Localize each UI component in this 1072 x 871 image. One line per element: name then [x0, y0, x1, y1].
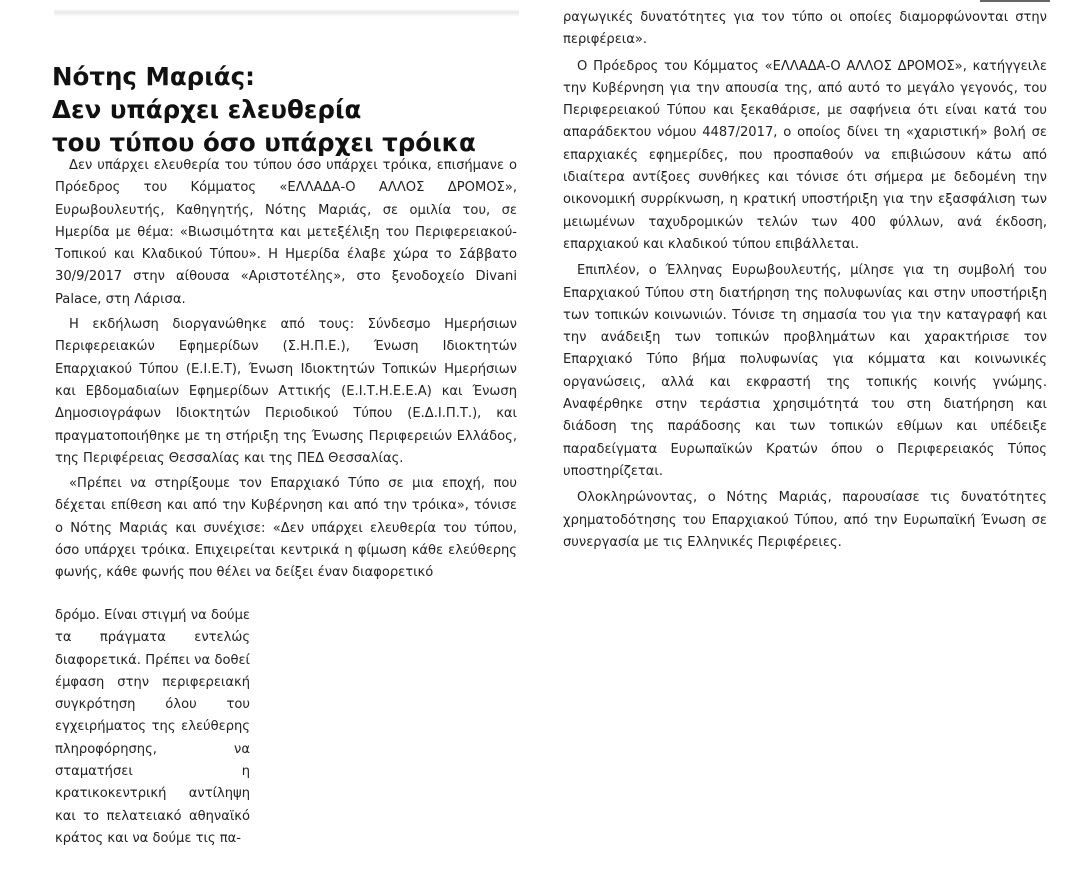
- left-column: [55, 155, 517, 588]
- left-paragraph-3: «Πρέπει να στηρίξουμε τον Επαρχιακό Τύπο σε μια εποχή, που δέχεται επίθεση και από την Κυβέρνηση και από την τρόικα», τόνισε ο Νότης Μαριάς και συνέχισε: «Δεν υπάρχει ελευθερία του τύπου, όσο υπάρχει τρόικα. Επιχειρείται κεντρικά η φίμωση κάθε ελεύθερης φωνής, κάθε φωνής που θέλει να δείξει έναν διαφορετικό: [55, 476, 517, 581]
- title-line-3: του τύπου όσο υπάρχει τρόικα: [52, 128, 476, 157]
- title-line-2: Δεν υπάρχει ελευθερία: [52, 95, 362, 124]
- left-paragraph-1: Δεν υπάρχει ελευθερία του τύπου όσο υπάρχει τρόικα, επισήμανε ο Πρόεδρος του Κόμματος «ΕΛΛΑΔΑ-Ο ΑΛΛΟΣ ΔΡΟΜΟΣ», Ευρωβουλευτής, Καθηγητής, Νότης Μαριάς, σε ομιλία του, σε Ημερίδα με θέμα: «Βιωσιμότητα και μετεξέλιξη του Περιφερειακού-Τοπικού και Κλαδικού Τύπου». Η Ημερίδα έλαβε χώρα το Σάββατο 30/9/2017 στην αίθουσα «Αριστοτέλης», στο ξενοδοχείο Divani Palace, στη Λάρισα.: [55, 158, 517, 307]
- right-paragraph-4: Ολοκληρώνοντας, ο Νότης Μαριάς, παρουσίασε τις δυνατότητες χρηματοδότησης του Επαρχιακού Τύπου, από την Ευρωπαϊκή Ένωση σε συνεργασία με τις Ελληνικές Περιφέρειες.: [563, 490, 1047, 550]
- right-column: [563, 7, 1047, 558]
- top-rule-decoration: [54, 9, 519, 17]
- left-narrow-column: [55, 605, 250, 850]
- title-line-1: Νότης Μαριάς:: [52, 62, 255, 91]
- right-paragraph-1: ραγωγικές δυνατότητες για τον τύπο οι οποίες διαμορφώνονται στην περιφέρεια».: [563, 10, 1047, 48]
- right-paragraph-2: Ο Πρόεδρος του Κόμματος «ΕΛΛΑΔΑ-Ο ΑΛΛΟΣ ΔΡΟΜΟΣ», κατήγγειλε την Κυβέρνηση για την απουσία της, από αυτό το μεγάλο γεγονός, του Περιφερειακού Τύπου και ξεκαθάρισε, με σαφήνεια ότι είναι κατά του απαράδεκτου νόμου 4487/2017, ο οποίος δίνει τη «χαριστική» βολή σε επαρχιακές εφημερίδες, που προσπαθούν να επιβιώσουν κάτω από ιδιαίτερα αντίξοες συνθήκες και τόνισε ότι σήμερα με δεδομένη την οικονομική συρρίκνωση, η κρατική υποστήριξη για την εξασφάλιση των μειωμένων ταχυδρομικών τελών των 400 φύλλων, ανά έκδοση, επαρχιακού και κλαδικού τύπου επιβάλλεται.: [563, 58, 1047, 252]
- corner-rule-decoration: [980, 0, 1050, 2]
- right-paragraph-3: Επιπλέον, ο Έλληνας Ευρωβουλευτής, μίλησε για τη συμβολή του Επαρχιακού Τύπου στη διατήρηση της πολυφωνίας και στην υποστήριξη των τοπικών κοινωνιών. Τόνισε τη σημασία του για την καταγραφή και την ανάδειξη των τοπικών προβλημάτων και χαρακτήρισε τον Επαρχιακό Τύπο βήμα πολυφωνίας για κόμματα και κοινωνικές οργανώσεις, αλλά και εκφραστή της τοπικής κοινής γνώμης. Αναφέρθηκε στην τεράστια χρησιμότητά του στη διατήρηση και διάδοση της παράδοσης και των τοπικών εθίμων και υπέδειξε παραδείγματα Ευρωπαϊκών Κρατών όπου ο Περιφερειακός Τύπος υποστηρίζεται.: [563, 263, 1047, 479]
- left-narrow-paragraph: δρόμο. Είναι στιγμή να δούμε τα πράγματα εντελώς διαφορετικά. Πρέπει να δοθεί έμφαση στην περιφερειακή συγκρότηση όλου του εγχειρήματος της ελεύθερης πληροφόρησης, να σταματήσει η κρατικοκεντρική αντίληψη και το πελατειακό αθηναϊκό κράτος και να δούμε τις πα-: [55, 608, 250, 846]
- article-title: [52, 60, 552, 159]
- left-paragraph-2: Η εκδήλωση διοργανώθηκε από τους: Σύνδεσμο Ημερήσιων Περιφερειακών Εφημερίδων (Σ.Η.Π.Ε.), Ένωση Ιδιοκτητών Επαρχιακού Τύπου (Ε.Ι.Ε.Τ), Ένωση Ιδιοκτητών Τοπικών Ημερήσιων και Εβδομαδιαίων Εφημερίδων Αττικής (Ε.Ι.Τ.Η.Ε.Ε.Α) και Ένωση Δημοσιογράφων Ιδιοκτητών Περιοδικού Τύπου (Ε.Δ.Ι.Π.Τ.), και πραγματοποιήθηκε με τη στήριξη της Ένωσης Περιφερειών Ελλάδος, της Περιφέρειας Θεσσαλίας και της ΠΕΔ Θεσσαλίας.: [55, 317, 517, 466]
